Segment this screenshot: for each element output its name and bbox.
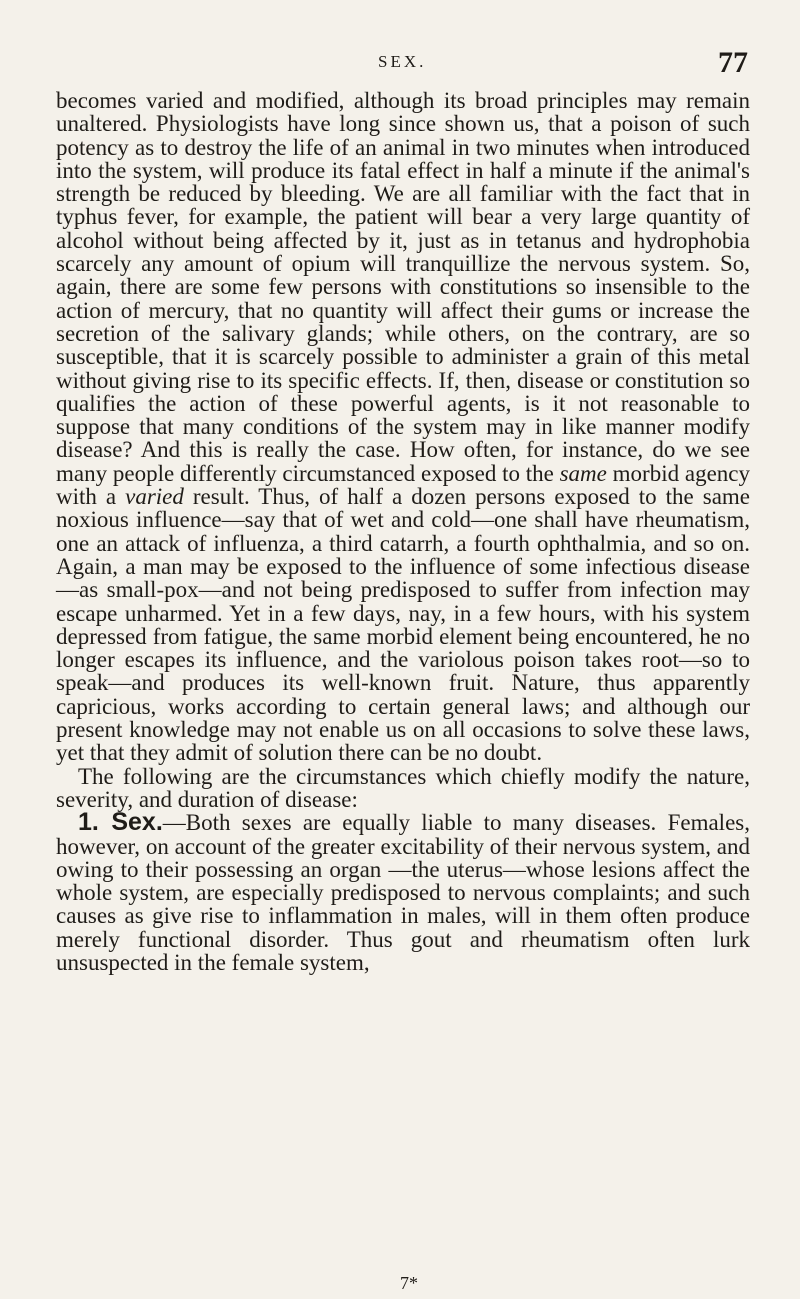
paragraph-circumstances bbox=[56, 765, 750, 812]
page-body bbox=[56, 89, 750, 974]
section-text: —Both sexes are equally liable to many diseases. Females, however, on account of the greater excitability of their nervous system, and owing to their possessing an organ —the uterus—whose lesions affect the whole system, are especially predisposed to nervous complaints; and such causes as give rise to inflammation in males, will in them often produce merely functional disorder. Thus gout and rheumatism often lurk unsuspected in the female system, bbox=[56, 810, 750, 975]
paragraph-text: The following are the circumstances which chiefly modify the nature, severity, and duration of disease: bbox=[56, 763, 750, 812]
paragraph-text: result. Thus, of half a dozen persons exposed to the same noxious influence—say that of wet and cold—one shall have rheumatism, one an attack of influenza, a third catarrh, a fourth ophthalmia, and so on. Again, a man may be exposed to the influence of some infectious disease—as small-pox—and not being predisposed to suffer from infection may escape unharmed. Yet in a few days, nay, in a few hours, with his system depressed from fatigue, the same morbid element being encountered, he no longer escapes its influence, and the variolous poison takes root—so to speak—and produces its well-known fruit. Nature, thus apparently capricious, works according to certain general laws; and although our present knowledge may not enable us on all occasions to solve these laws, yet that they admit of solution there can be no doubt. bbox=[56, 484, 750, 766]
emphasis-varied: varied bbox=[125, 484, 184, 510]
emphasis-same: same bbox=[559, 460, 607, 486]
paragraph-text: becomes varied and modified, although its broad principles may remain unaltered. Physiologists have long since shown us, that a poison of such potency as to destroy the life of an animal in two minutes when introduced into the system, will produce its fatal effect in half a minute if the animal's strength be reduced by bleeding. We are all familiar with the fact that in typhus fever, for example, the patient will bear a very large quantity of alcohol without being affected by it, just as in tetanus and hydrophobia scarcely any amount of opium will tranquillize the nervous system. So, again, there are some few persons with constitutions so insensible to the action of mercury, that no quantity will affect their gums or increase the secretion of the salivary glands; while others, on the contrary, are so susceptible, that it is scarcely possible to administer a grain of this metal without giving rise to its specific effects. If, then, disease or constitution so qualifies the action of these powerful agents, is it not reasonable to suppose that many conditions of the system may in like manner modify disease? And this is really the case. How often, for instance, do we see many people differently circumstanced exposed to the bbox=[56, 88, 750, 486]
page-number: 77 bbox=[718, 46, 748, 79]
section-heading: 1. Sex. bbox=[78, 808, 163, 837]
section-sex bbox=[56, 808, 750, 975]
paragraph-continued bbox=[56, 89, 750, 765]
paragraph-text: morbid agency with a bbox=[56, 460, 750, 510]
signature-mark: 7* bbox=[400, 1273, 418, 1293]
page-header bbox=[0, 46, 800, 82]
running-head: SEX. bbox=[378, 52, 427, 71]
